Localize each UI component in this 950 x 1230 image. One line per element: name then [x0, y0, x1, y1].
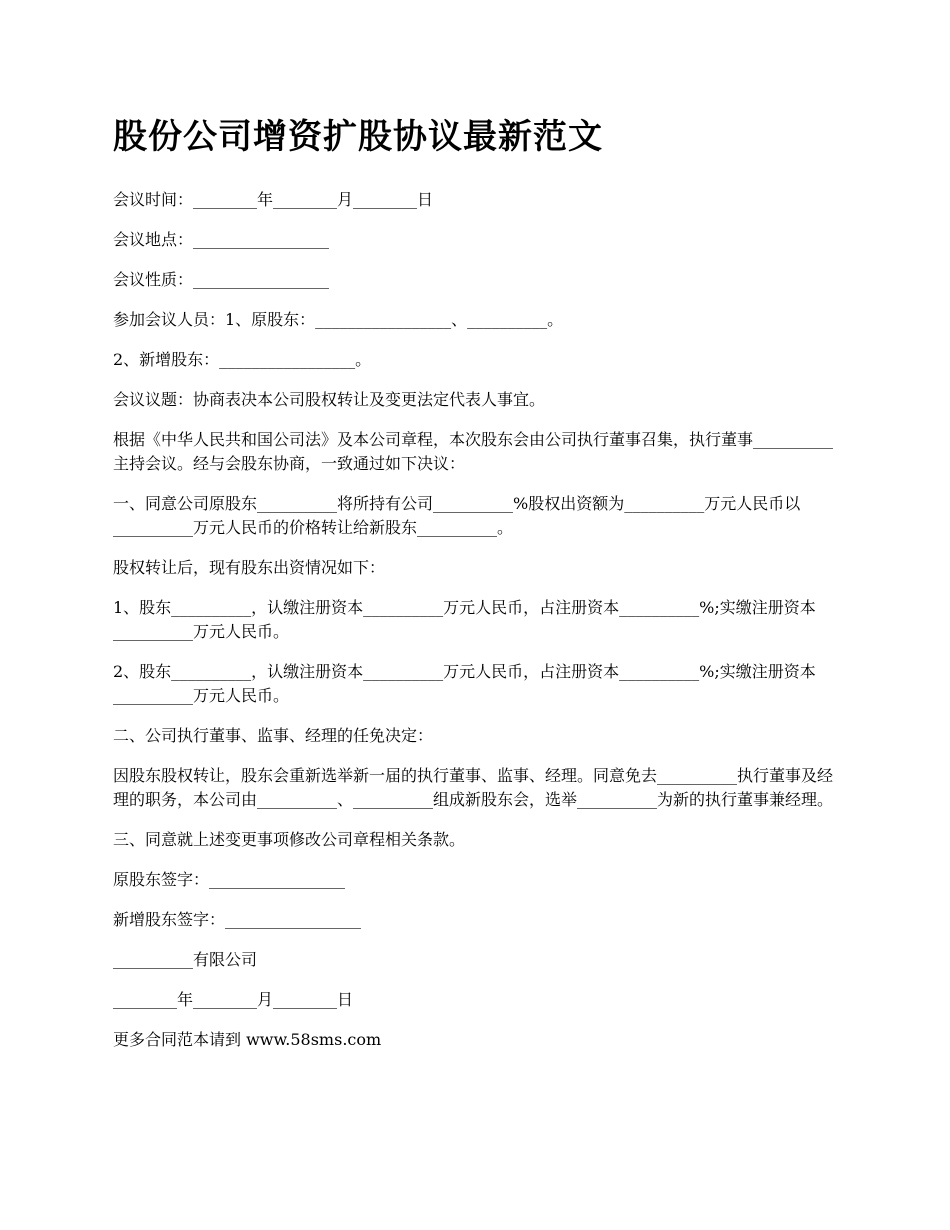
resolution-three: 三、同意就上述变更事项修改公司章程相关条款。	[113, 830, 466, 849]
footer-link-text: 更多合同范本请到 www.58sms.com	[113, 1030, 382, 1049]
attendees-original: 参加会议人员：1、原股东：_________________、__________。	[113, 310, 564, 329]
legal-basis-paragraph: 根据《中华人民共和国公司法》及本公司章程，本次股东会由公司执行董事召集，执行董事__________主持会议。经与会股东协商，一致通过如下决议：	[113, 430, 834, 473]
meeting-location: 会议地点：_________________	[113, 230, 330, 249]
original-signature: 原股东签字：_________________	[113, 870, 346, 889]
meeting-time: 会议时间：________年________月________日	[113, 190, 434, 209]
appointment-paragraph: 因股东股权转让，股东会重新选举新一届的执行董事、监事、经理。同意免去__________执行董事及经理的职务，本公司由__________、__________组成新股东会，选举__________为新的执行董事兼经理。	[113, 766, 834, 809]
document-title: 股份公司增资扩股协议最新范文	[113, 117, 603, 157]
document-page	[113, 112, 843, 1068]
attendees-new: 2、新增股东：_________________。	[113, 350, 372, 369]
shareholder-one: 1、股东__________，认缴注册资本__________万元人民币，占注册资本__________%;实缴注册资本__________万元人民币。	[113, 598, 816, 641]
post-transfer-heading: 股权转让后，现有股东出资情况如下：	[113, 558, 386, 577]
meeting-topic: 会议议题：协商表决本公司股权转让及变更法定代表人事宜。	[113, 390, 546, 409]
shareholder-two: 2、股东__________，认缴注册资本__________万元人民币，占注册资本__________%;实缴注册资本__________万元人民币。	[113, 662, 816, 705]
company-name: __________有限公司	[113, 950, 258, 969]
resolution-two: 二、公司执行董事、监事、经理的任免决定：	[113, 726, 434, 745]
meeting-nature: 会议性质：_________________	[113, 270, 330, 289]
new-signature: 新增股东签字：_________________	[113, 910, 362, 929]
sign-date: ________年________月________日	[113, 990, 354, 1009]
resolution-one: 一、同意公司原股东__________将所持有公司__________%股权出资额为__________万元人民币以__________万元人民币的价格转让给新股东__________。	[113, 494, 801, 537]
